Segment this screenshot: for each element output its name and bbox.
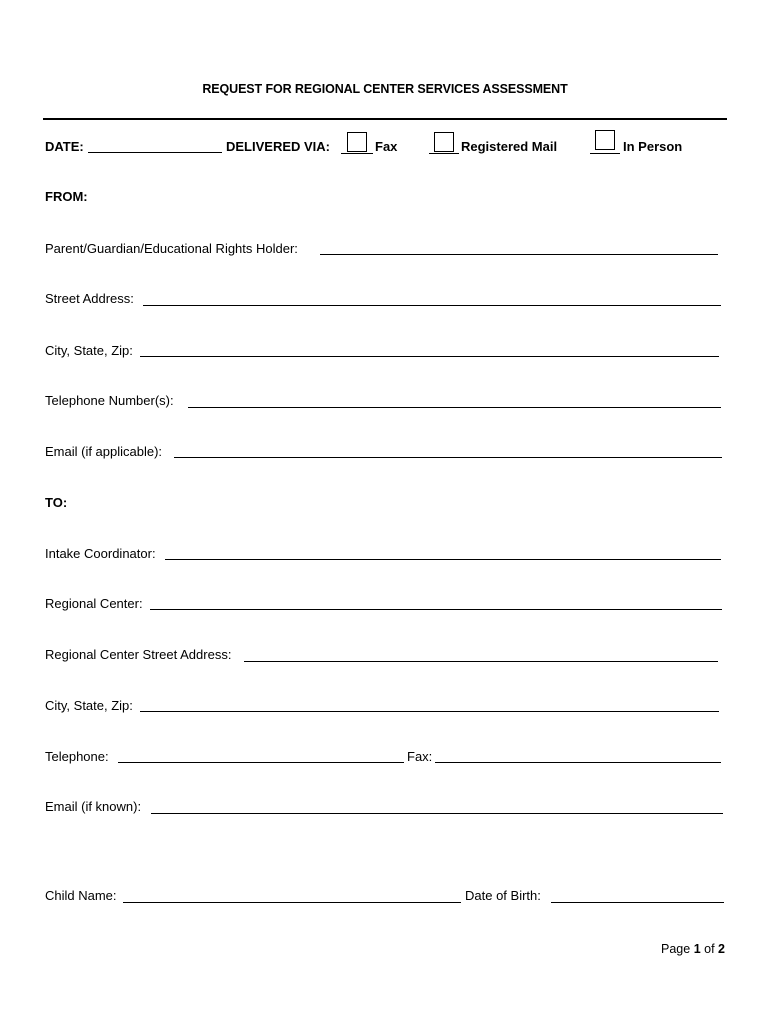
intake-coordinator-field[interactable] bbox=[165, 559, 721, 560]
in-person-checkbox[interactable] bbox=[595, 130, 615, 150]
rc-fax-label: Fax: bbox=[407, 749, 433, 764]
parent-guardian-label: Parent/Guardian/Educational Rights Holder: bbox=[45, 241, 298, 256]
regional-center-label: Regional Center: bbox=[45, 596, 143, 611]
registered-mail-checkbox-underline bbox=[429, 153, 459, 154]
date-field[interactable] bbox=[88, 152, 222, 153]
from-city-state-zip-label: City, State, Zip: bbox=[45, 343, 133, 358]
child-name-field[interactable] bbox=[123, 902, 461, 903]
intake-coordinator-label: Intake Coordinator: bbox=[45, 546, 156, 561]
telephone-numbers-field[interactable] bbox=[188, 407, 721, 408]
date-label: DATE: bbox=[45, 139, 84, 154]
rc-street-address-label: Regional Center Street Address: bbox=[45, 647, 232, 662]
page-total: 2 bbox=[718, 942, 725, 956]
from-email-label: Email (if applicable): bbox=[45, 444, 163, 459]
page-current: 1 bbox=[693, 942, 701, 956]
parent-guardian-field[interactable] bbox=[320, 254, 718, 255]
from-city-state-zip-field[interactable] bbox=[140, 356, 719, 357]
date-of-birth-label: Date of Birth: bbox=[465, 888, 541, 903]
page-indicator bbox=[661, 942, 725, 956]
street-address-label: Street Address: bbox=[45, 291, 134, 306]
rc-telephone-label: Telephone: bbox=[45, 749, 109, 764]
rc-email-label: Email (if known): bbox=[45, 799, 142, 814]
form-title: REQUEST FOR REGIONAL CENTER SERVICES ASSESSMENT bbox=[202, 82, 568, 96]
rc-email-field[interactable] bbox=[151, 813, 723, 814]
from-email-field[interactable] bbox=[174, 457, 722, 458]
rc-telephone-field[interactable] bbox=[118, 762, 404, 763]
fax-option-label: Fax bbox=[375, 139, 398, 154]
fax-checkbox-underline bbox=[341, 153, 373, 154]
registered-mail-option-label: Registered Mail bbox=[461, 139, 558, 154]
from-heading: FROM: bbox=[45, 189, 88, 204]
rc-street-address-field[interactable] bbox=[244, 661, 718, 662]
date-of-birth-field[interactable] bbox=[551, 902, 724, 903]
child-name-label: Child Name: bbox=[45, 888, 117, 903]
in-person-checkbox-underline bbox=[590, 153, 620, 154]
registered-mail-checkbox[interactable] bbox=[434, 132, 454, 152]
to-city-state-zip-label: City, State, Zip: bbox=[45, 698, 133, 713]
in-person-option-label: In Person bbox=[623, 139, 683, 154]
to-heading: TO: bbox=[45, 495, 68, 510]
title-divider bbox=[43, 118, 727, 120]
fax-checkbox[interactable] bbox=[347, 132, 367, 152]
rc-fax-field[interactable] bbox=[435, 762, 721, 763]
street-address-field[interactable] bbox=[143, 305, 721, 306]
regional-center-field[interactable] bbox=[150, 609, 722, 610]
of-word: of bbox=[704, 942, 715, 956]
telephone-numbers-label: Telephone Number(s): bbox=[45, 393, 174, 408]
page-word: Page bbox=[661, 942, 691, 956]
delivered-via-label: DELIVERED VIA: bbox=[226, 139, 331, 154]
to-city-state-zip-field[interactable] bbox=[140, 711, 719, 712]
